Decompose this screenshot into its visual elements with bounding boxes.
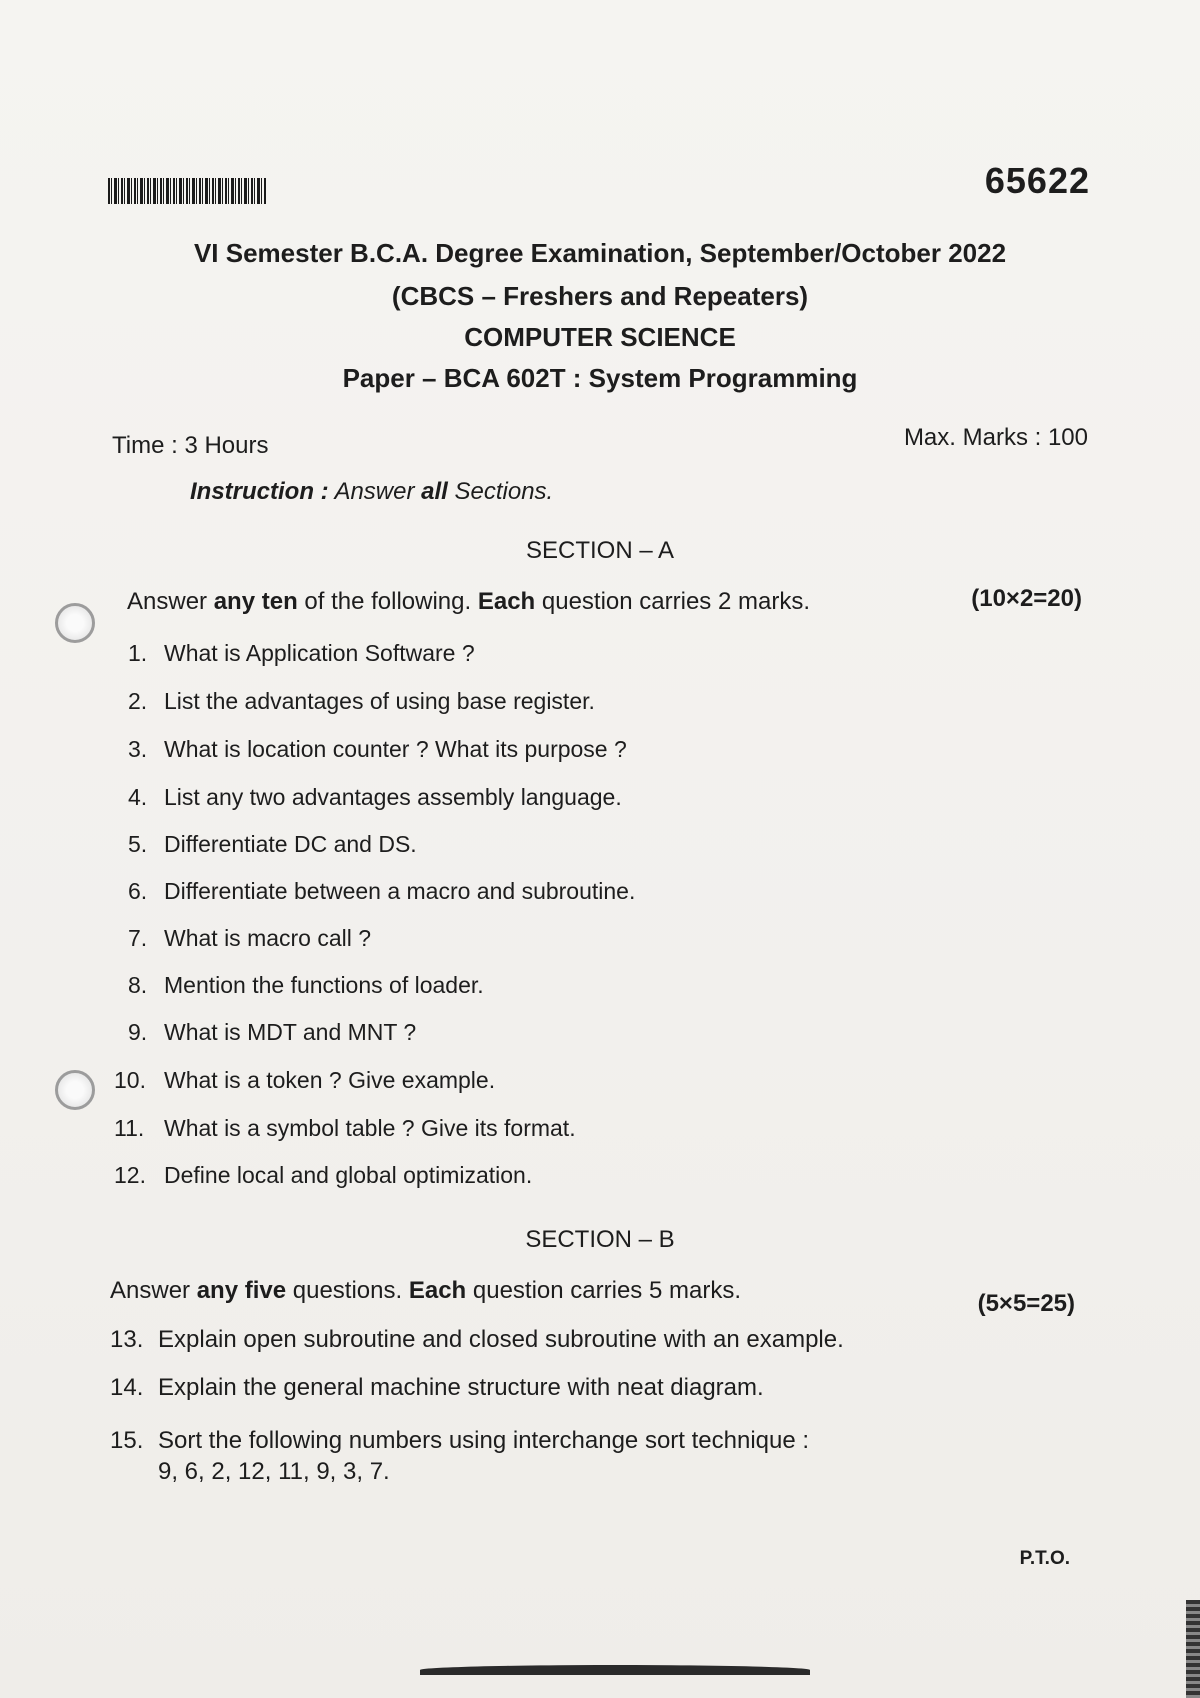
question-item	[128, 1019, 416, 1046]
barcode	[108, 178, 266, 204]
question-item	[110, 1427, 809, 1455]
prompt-text: questions.	[286, 1277, 409, 1304]
question-item	[114, 1067, 495, 1094]
question-number: 4.	[128, 784, 148, 810]
section-b-title: SECTION – B	[525, 1226, 675, 1253]
question-number: 11.	[114, 1115, 145, 1141]
scan-shadow	[420, 1665, 810, 1675]
exam-scheme: (CBCS – Freshers and Repeaters)	[391, 281, 809, 311]
scan-edge	[1186, 1600, 1200, 1698]
section-a-prompt	[127, 588, 810, 616]
question-number: 9.	[128, 1019, 148, 1045]
question-number: 7.	[128, 925, 148, 951]
question-number: 5.	[128, 831, 148, 857]
question-item	[114, 1115, 576, 1142]
instruction-text-1: Answer	[334, 478, 422, 505]
question-text: Differentiate between a macro and subroutine.	[164, 878, 636, 904]
prompt-emphasis: any five	[196, 1277, 287, 1304]
prompt-text: question carries 2 marks.	[535, 588, 810, 615]
question-text: List the advantages of using base register.	[164, 688, 595, 714]
paper-title: Paper – BCA 602T : System Programming	[342, 363, 858, 393]
section-b-prompt	[110, 1277, 741, 1305]
section-a-title: SECTION – A	[525, 537, 675, 564]
question-number: 6.	[128, 878, 148, 904]
question-item	[110, 1374, 764, 1402]
question-number: 8.	[128, 972, 148, 998]
question-text: Explain the general machine structure with neat diagram.	[158, 1374, 764, 1401]
question-item	[128, 972, 484, 999]
section-b-marks: (5×5=25)	[977, 1290, 1075, 1317]
question-item	[128, 736, 627, 763]
instruction	[190, 478, 553, 506]
prompt-text: Answer	[127, 588, 214, 615]
page-turn-note: P.T.O.	[1019, 1548, 1070, 1569]
question-number: 10.	[114, 1067, 146, 1093]
question-text: Differentiate DC and DS.	[164, 831, 417, 857]
section-a-marks: (10×2=20)	[971, 585, 1082, 612]
time-allowed: Time : 3 Hours	[112, 432, 269, 459]
question-item	[128, 831, 417, 858]
prompt-emphasis: any ten	[213, 588, 298, 615]
paper-code: 65622	[984, 160, 1090, 201]
question-text: What is a token ? Give example.	[164, 1067, 496, 1093]
question-text: What is location counter ? What its purpose ?	[164, 736, 627, 762]
max-marks: Max. Marks : 100	[903, 424, 1088, 451]
question-text: What is a symbol table ? Give its format.	[164, 1115, 576, 1141]
question-item	[128, 784, 622, 811]
prompt-emphasis: Each	[408, 1277, 467, 1304]
question-text: List any two advantages assembly language.	[164, 784, 622, 810]
question-text: Sort the following numbers using interchange sort technique :	[158, 1427, 810, 1454]
question-text: What is macro call ?	[164, 925, 372, 951]
question-text: Explain open subroutine and closed subroutine with an example.	[158, 1326, 844, 1353]
question-item	[110, 1326, 844, 1354]
question-text: What is MDT and MNT ?	[164, 1019, 417, 1045]
prompt-text: of the following.	[297, 588, 478, 615]
question-text: What is Application Software ?	[164, 640, 475, 666]
question-number: 15.	[110, 1427, 144, 1454]
question-text: Mention the functions of loader.	[164, 972, 484, 998]
question-number: 2.	[128, 688, 148, 714]
question-number: 3.	[128, 736, 148, 762]
prompt-text: Answer	[110, 1277, 197, 1304]
question-number: 14.	[110, 1374, 144, 1401]
question-item	[128, 688, 595, 715]
instruction-text-2: Sections.	[447, 478, 554, 505]
question-item	[128, 878, 635, 905]
question-item	[128, 640, 475, 667]
subject-name: COMPUTER SCIENCE	[464, 322, 736, 352]
prompt-text: question carries 5 marks.	[466, 1277, 741, 1304]
question-item	[114, 1162, 532, 1189]
question-item	[128, 925, 371, 952]
question-number: 12.	[114, 1162, 146, 1188]
punch-hole	[55, 1070, 95, 1110]
punch-hole	[55, 603, 95, 643]
instruction-emphasis: all	[421, 478, 448, 505]
question-subline: 9, 6, 2, 12, 11, 9, 3, 7.	[158, 1458, 390, 1485]
instruction-label: Instruction :	[190, 478, 329, 505]
question-number: 13.	[110, 1326, 144, 1353]
question-text: Define local and global optimization.	[164, 1162, 533, 1188]
prompt-emphasis: Each	[477, 588, 536, 615]
exam-title: VI Semester B.C.A. Degree Examination, September/October 2022	[193, 238, 1007, 268]
question-number: 1.	[128, 640, 148, 666]
